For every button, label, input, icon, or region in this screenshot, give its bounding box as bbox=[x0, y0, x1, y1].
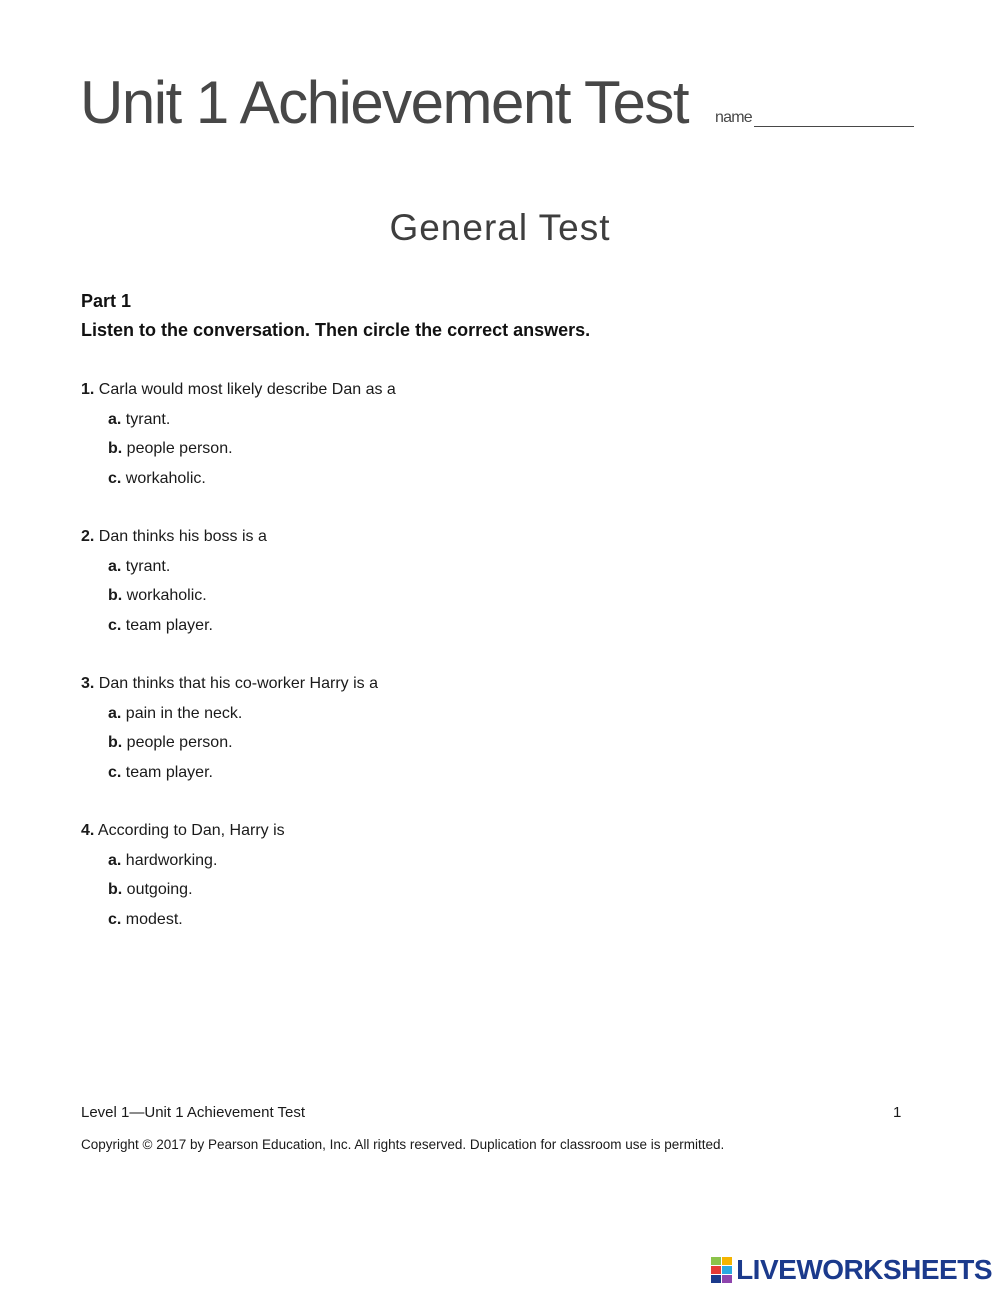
option-text: team player. bbox=[125, 616, 213, 634]
option-a[interactable] bbox=[81, 410, 396, 440]
name-label: name bbox=[715, 109, 752, 126]
option-letter: c. bbox=[108, 469, 122, 487]
question-number: 2. bbox=[81, 528, 95, 545]
footer-page-number: 1 bbox=[893, 1104, 902, 1121]
option-text: people person. bbox=[126, 440, 233, 457]
option-letter: b. bbox=[108, 440, 123, 457]
name-field[interactable] bbox=[715, 108, 914, 127]
option-letter: b. bbox=[108, 881, 123, 898]
option-text: outgoing. bbox=[126, 881, 193, 898]
question-stem bbox=[81, 821, 285, 851]
option-b[interactable] bbox=[81, 439, 396, 469]
question-number: 1. bbox=[81, 381, 95, 398]
part-instructions: Listen to the conversation. Then circle the correct answers. bbox=[81, 320, 591, 340]
liveworksheets-brand[interactable] bbox=[711, 1254, 992, 1286]
option-text: modest. bbox=[125, 910, 183, 928]
option-text: pain in the neck. bbox=[125, 704, 243, 722]
option-text: tyrant. bbox=[125, 557, 171, 575]
option-letter: c. bbox=[108, 910, 122, 928]
page-title: Unit 1 Achievement Test bbox=[80, 69, 689, 136]
brand-name: LIVEWORKSHEETS bbox=[736, 1254, 992, 1285]
copyright-notice: Copyright © 2017 by Pearson Education, Inc. All rights reserved. Duplication for classroom use is permitted. bbox=[81, 1137, 725, 1152]
question-2 bbox=[81, 527, 267, 645]
option-text: workaholic. bbox=[125, 469, 206, 487]
part-heading: Part 1 bbox=[81, 291, 132, 311]
option-text: tyrant. bbox=[125, 410, 171, 428]
option-letter: b. bbox=[108, 587, 123, 604]
option-letter: c. bbox=[108, 616, 122, 634]
option-b[interactable] bbox=[81, 880, 285, 910]
question-text: Dan thinks that his co-worker Harry is a bbox=[98, 675, 378, 692]
question-stem bbox=[81, 380, 396, 410]
name-blank-line[interactable] bbox=[754, 108, 914, 127]
option-letter: a. bbox=[108, 557, 122, 575]
option-b[interactable] bbox=[81, 586, 267, 616]
option-letter: a. bbox=[108, 410, 122, 428]
option-c[interactable] bbox=[81, 910, 285, 940]
question-text: Carla would most likely describe Dan as a bbox=[98, 381, 396, 398]
footer-test-label: Level 1—Unit 1 Achievement Test bbox=[81, 1104, 306, 1121]
liveworksheets-logo-icon bbox=[711, 1257, 733, 1283]
question-text: Dan thinks his boss is a bbox=[98, 528, 267, 545]
option-text: people person. bbox=[126, 734, 233, 751]
option-letter: a. bbox=[108, 851, 122, 869]
question-number: 4. bbox=[81, 822, 95, 839]
question-text: According to Dan, Harry is bbox=[97, 822, 285, 839]
question-1 bbox=[81, 380, 396, 498]
option-a[interactable] bbox=[81, 851, 285, 881]
option-letter: c. bbox=[108, 763, 122, 781]
question-4 bbox=[81, 821, 285, 939]
option-letter: b. bbox=[108, 734, 123, 751]
option-text: hardworking. bbox=[125, 851, 218, 869]
option-text: team player. bbox=[125, 763, 213, 781]
option-letter: a. bbox=[108, 704, 122, 722]
question-3 bbox=[81, 674, 378, 792]
option-c[interactable] bbox=[81, 763, 378, 793]
question-stem bbox=[81, 674, 378, 704]
option-a[interactable] bbox=[81, 557, 267, 587]
option-c[interactable] bbox=[81, 616, 267, 646]
option-b[interactable] bbox=[81, 733, 378, 763]
question-number: 3. bbox=[81, 675, 95, 692]
option-text: workaholic. bbox=[126, 587, 207, 604]
question-stem bbox=[81, 527, 267, 557]
option-a[interactable] bbox=[81, 704, 378, 734]
test-subtitle: General Test bbox=[389, 207, 611, 248]
option-c[interactable] bbox=[81, 469, 396, 499]
